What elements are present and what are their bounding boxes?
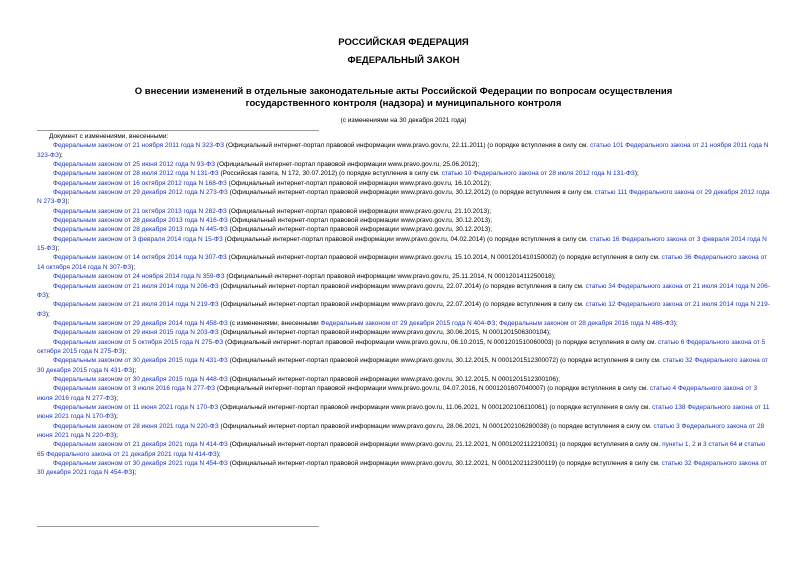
country-heading: РОССИЙСКАЯ ФЕДЕРАЦИЯ (338, 37, 469, 48)
law-reference-link[interactable]: Федеральным законом от 16 октября 2012 года N 168-ФЗ (53, 179, 227, 187)
law-reference-link[interactable]: Федеральным законом от 5 октября 2015 года N 275-ФЗ (53, 338, 224, 346)
amendment-entry (37, 179, 771, 188)
amendment-text: (Официальный интернет-портал правовой информации www.pravo.gov.ru, 21.10.2013); (226, 207, 492, 215)
law-reference-link[interactable]: статью 36 Федерального закона от 14 октября 2014 года N 307-ФЗ (37, 254, 768, 271)
top-divider (37, 130, 319, 131)
law-reference-link[interactable]: Федеральным законом от 21 июля 2014 года N 219-ФЗ (53, 301, 219, 309)
law-reference-link[interactable]: Федеральным законом от 30 декабря 2015 года N 431-ФЗ (53, 357, 228, 365)
law-reference-link[interactable]: Федеральным законом от 29 июня 2015 года N 203-ФЗ (53, 329, 219, 337)
amendment-text: ); (58, 151, 63, 159)
amendment-entry (37, 384, 771, 403)
amendment-text: ); (216, 450, 221, 458)
amendment-entry (37, 225, 771, 234)
amendment-text: (Официальный интернет-портал правовой информации www.pravo.gov.ru, 04.02.2014) (о порядке вступления в силу см. (222, 235, 590, 243)
amendment-entry (37, 216, 771, 225)
amendment-text: (Российская газета, N 172, 30.07.2012) (о порядке вступления в силу см. (218, 170, 442, 178)
changes-list (37, 132, 771, 478)
law-reference-link[interactable]: Федеральным законом от 3 июля 2016 года N 277-ФЗ (53, 385, 216, 393)
amendment-entry (37, 356, 771, 375)
amendment-text: (Официальный интернет-портал правовой информации www.pravo.gov.ru, 22.07.2014) (о порядке вступления в силу см. (218, 301, 586, 309)
amendment-text: ); (114, 394, 119, 402)
amendment-text: ); (113, 413, 118, 421)
law-reference-link[interactable]: Федеральным законом от 29 декабря 2014 года N 458-ФЗ (53, 319, 228, 327)
amendment-text: ); (122, 347, 127, 355)
law-reference-link[interactable]: Федеральным законом от 24 ноября 2014 года N 359-ФЗ (53, 273, 225, 281)
amendment-text: (Официальный интернет-портал правовой информации www.pravo.gov.ru, 06.10.2015, N 0001201510060003) (о порядке вступления в силу см. (223, 338, 659, 346)
amendment-text: и (737, 441, 745, 449)
amendment-text: (Официальный интернет-портал правовой информации www.pravo.gov.ru, 21.12.2021, N 0001202112210031) (о порядке вступления в силу см. (227, 441, 663, 449)
amendment-text: ); (45, 310, 50, 318)
amendment-text: (Официальный интернет-портал правовой информации www.pravo.gov.ru, 30.12.2015, N 0001201512300106); (227, 375, 560, 383)
amendment-entry (37, 188, 771, 207)
amendment-entry (37, 169, 771, 178)
document-title: О внесении изменений в отдельные законодательные акты Российской Федерации по вопросам осуществления государственного контроля (надзора) и муниципального контроля (134, 86, 673, 109)
changes-entries (37, 141, 771, 477)
law-reference-link[interactable]: Федеральным законом от 28 декабря 2013 года N 445-ФЗ (53, 226, 228, 234)
law-reference-link[interactable]: Федеральным законом от 21 декабря 2021 года N 414-ФЗ (53, 441, 228, 449)
law-reference-link[interactable]: Федеральным законом от 28 июня 2021 года N 220-ФЗ (53, 422, 219, 430)
law-reference-link[interactable]: статью 32 Федерального закона от 30 декабря 2015 года N 431-ФЗ (37, 357, 769, 374)
law-reference-link[interactable]: Федеральным законом от 21 октября 2013 года N 282-ФЗ (53, 207, 227, 215)
bottom-divider (37, 526, 319, 527)
law-reference-link[interactable]: Федеральным законом от 3 февраля 2014 года N 15-ФЗ (53, 235, 223, 243)
law-reference-link[interactable]: статью 6 Федерального закона от 5 октября 2015 года N 275-ФЗ (37, 338, 766, 355)
law-reference-link[interactable]: статью 16 Федерального закона от 3 февраля 2014 года N 15-ФЗ (37, 235, 767, 253)
amendment-text: (Официальный интернет-портал правовой информации www.pravo.gov.ru, 30.06.2015, N 0001201506300104); (218, 329, 551, 337)
law-reference-link[interactable]: статью 138 Федерального закона от 11 июня 2021 года N 170-ФЗ (37, 403, 770, 421)
amendment-text: ); (45, 291, 50, 299)
changes-lead: Документ с изменениями, внесенными: (49, 133, 169, 140)
amendment-text: ); (132, 366, 137, 374)
law-reference-link[interactable]: Федеральным законом от 14 октября 2014 года N 307-ФЗ (53, 254, 227, 262)
law-reference-link[interactable]: статью 32 Федерального закона от 30 декабря 2021 года N 454-ФЗ (37, 460, 768, 477)
amendment-text: (Официальный интернет-портал правовой информации www.pravo.gov.ru, 25.11.2014, N 0001201411250018); (224, 273, 556, 281)
amendment-text: ); (132, 469, 137, 477)
amendment-text: (с изменениями, внесенными (227, 319, 321, 327)
amendment-entry (37, 375, 771, 384)
amendment-text: (Официальный интернет-портал правовой информации www.pravo.gov.ru, 30.12.2012) (о порядке вступления в силу см. (227, 189, 595, 197)
amendment-text: ); (113, 432, 118, 439)
amendment-text: ); (55, 245, 60, 253)
amendment-text: (Официальный интернет-портал правовой информации www.pravo.gov.ru, 16.10.2012); (226, 179, 492, 187)
law-reference-link[interactable]: Федеральным законом от 25 июня 2012 года N 93-ФЗ (53, 161, 216, 169)
amendment-entry (37, 403, 771, 422)
law-reference-link[interactable]: 3 статьи 64 (702, 441, 738, 449)
amendment-entry (37, 338, 771, 357)
amendment-text: (Официальный интернет-портал правовой информации www.pravo.gov.ru, 28.06.2021, N 0001202106280038) (о порядке вступления в силу см. (218, 422, 654, 430)
amendment-entry (37, 207, 771, 216)
amendment-text: ; (495, 319, 499, 327)
amendment-entry (37, 141, 771, 160)
law-reference-link[interactable]: Федеральным законом от 21 ноября 2011 года N 323-ФЗ (53, 142, 225, 150)
law-reference-link[interactable]: статью 34 Федерального закона от 21 июля 2014 года N 206-ФЗ (37, 282, 770, 299)
law-reference-link[interactable]: Федеральным законом от 21 июля 2014 года N 206-ФЗ (53, 282, 219, 290)
law-reference-link[interactable]: пункты 1, 2 (662, 441, 696, 449)
amendment-text: (Официальный интернет-портал правовой информации www.pravo.gov.ru, 11.06.2021, N 0001202106110061) (о порядке вступления в силу см. (218, 403, 652, 411)
law-reference-link[interactable]: Федеральным законом от 30 декабря 2021 года N 454-ФЗ (53, 460, 228, 468)
law-reference-link[interactable]: статью 3 Федерального закона от 28 июня 2021 года N 220-ФЗ (37, 422, 765, 439)
amendment-text: (Официальный интернет-портал правовой информации www.pravo.gov.ru, 22.07.2014) (о порядке вступления в силу см. (218, 282, 586, 290)
law-reference-link[interactable]: Федеральным законом от 29 декабря 2015 года N 404-ФЗ (320, 319, 496, 327)
amendment-text: ); (65, 198, 70, 206)
amendment-entry (37, 160, 771, 169)
amendment-text: ); (131, 263, 136, 271)
amendment-text: (Официальный интернет-портал правовой информации www.pravo.gov.ru, 30.12.2013); (227, 217, 493, 225)
law-reference-link[interactable]: Федеральным законом от 11 июня 2021 года N 170-ФЗ (53, 403, 219, 411)
amendment-entry (37, 319, 771, 328)
law-reference-link[interactable]: Федеральным законом от 29 декабря 2012 года N 273-ФЗ (53, 189, 228, 197)
amendment-text: и (695, 441, 703, 449)
law-reference-link[interactable]: Федеральным законом от 28 декабря 2013 года N 416-ФЗ (53, 217, 228, 225)
amendment-entry (37, 272, 771, 281)
amendment-entry (37, 440, 771, 459)
amendment-text: (Официальный интернет-портал правовой информации www.pravo.gov.ru, 30.12.2021, N 0001202112300119) (о порядке вступления в силу см. (227, 460, 662, 468)
amendment-text: (Официальный интернет-портал правовой информации www.pravo.gov.ru, 04.07.2016, N 0001201607040007) (о порядке вступления в силу см. (215, 385, 650, 393)
amendment-entry (37, 422, 771, 441)
amendment-text: (Официальный интернет-портал правовой информации www.pravo.gov.ru, 30.12.2015, N 0001201512300072) (о порядке вступления в силу см. (227, 357, 663, 365)
amendment-text: ); (673, 319, 678, 327)
law-reference-link[interactable]: статью 10 Федерального закона от 28 июля 2012 года N 131-ФЗ (441, 170, 635, 178)
amendment-entry (37, 235, 771, 254)
amendment-text: ); (634, 170, 639, 178)
law-reference-link[interactable]: Федеральным законом от 30 декабря 2015 года N 448-ФЗ (53, 375, 228, 383)
amendment-text: (Официальный интернет-портал правовой информации www.pravo.gov.ru, 30.12.2013); (227, 226, 493, 234)
amendment-text: (Официальный интернет-портал правовой информации www.pravo.gov.ru, 25.06.2012); (215, 161, 480, 169)
amendment-entry (37, 253, 771, 272)
law-reference-link[interactable]: статью 4 Федерального закона от 3 июля 2016 года N 277-ФЗ (37, 385, 758, 402)
amendment-entry (37, 459, 771, 478)
amendment-text: (Официальный интернет-портал правовой информации www.pravo.gov.ru, 22.11.2011) (о порядке вступления в силу см. (224, 142, 590, 150)
law-reference-link[interactable]: статью 101 Федерального закона от 21 ноября 2011 года N 323-ФЗ (37, 142, 769, 159)
law-reference-link[interactable]: Федеральным законом от 28 июля 2012 года N 131-ФЗ (53, 170, 219, 178)
law-reference-link[interactable]: статью 65 Федерального закона от 21 декабря 2021 года N 414-ФЗ (37, 441, 766, 458)
amendment-text: (Официальный интернет-портал правовой информации www.pravo.gov.ru, 15.10.2014, N 0001201410150002) (о порядке вступления в силу см. (226, 254, 662, 262)
amendment-entry (37, 328, 771, 337)
amendment-entry (37, 300, 771, 319)
law-reference-link[interactable]: статью 111 Федерального закона от 29 декабря 2012 года N 273-ФЗ (37, 189, 770, 206)
law-reference-link[interactable]: статью 12 Федерального закона от 21 июля 2014 года N 219-ФЗ (37, 301, 770, 318)
law-reference-link[interactable]: Федеральным законом от 28 декабря 2016 года N 486-ФЗ (498, 319, 674, 327)
amendment-entry (37, 282, 771, 301)
document-type-heading: ФЕДЕРАЛЬНЫЙ ЗАКОН (347, 55, 460, 66)
edition-note: (с изменениями на 30 декабря 2021 года) (340, 117, 467, 124)
